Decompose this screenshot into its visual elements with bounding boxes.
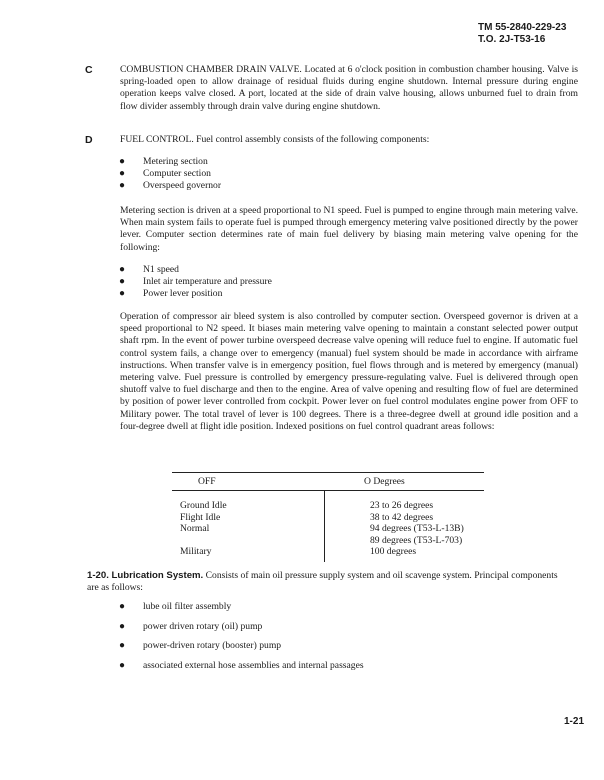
to-number: T.O. 2J-T53-16 — [478, 34, 546, 45]
table-cell: 89 degrees (T53-L-703) — [370, 534, 463, 546]
bullet-icon: ● — [119, 620, 126, 632]
table-cell: Military — [180, 546, 212, 558]
fuel-control-intro: FUEL CONTROL. Fuel control assembly consists of the following components: — [120, 134, 430, 145]
paragraph-letter-d: D — [85, 134, 93, 146]
table-cell: 94 degrees (T53-L-13B) — [370, 523, 464, 535]
list-item: ● Overspeed governor — [119, 180, 222, 192]
fuel-quadrant-table — [172, 472, 484, 562]
table-cell: Flight Idle — [180, 511, 221, 523]
bullet-icon: ● — [119, 180, 126, 192]
list-item: ● N1 speed — [119, 264, 179, 275]
table-cell: Normal — [180, 523, 210, 535]
document-header — [478, 22, 566, 46]
table-cell: 23 to 26 degrees — [370, 500, 434, 511]
table-cell: Ground Idle — [180, 500, 227, 511]
table-top-rule — [172, 472, 484, 473]
table-header-position: OFF — [198, 476, 216, 487]
table-header-degrees: O Degrees — [364, 476, 405, 487]
bullet-icon: ● — [119, 288, 126, 300]
bullet-icon: ● — [119, 156, 126, 167]
table-cell: 38 to 42 degrees — [370, 511, 434, 523]
fuel-control-components-list — [119, 156, 221, 193]
list-item: ● Computer section — [119, 168, 211, 180]
degrees-column — [370, 500, 464, 558]
table-column-divider — [324, 490, 325, 562]
bullet-icon: ● — [119, 660, 126, 672]
section-heading: 1-20. Lubrication System. — [87, 570, 204, 581]
computer-factors-list — [119, 264, 272, 301]
lubrication-paragraph — [87, 570, 567, 594]
list-item: ● Metering section — [119, 156, 208, 167]
metering-section-paragraph: Metering section is driven at a speed proportional to N1 speed. Fuel is pumped to engine through main metering valve. When main system fails to operate fuel is pumped through emergency metering valve positioned directly by the power lever. Computer section determines rate of main fuel delivery by biasing main metering valve opening for the following: — [120, 205, 578, 253]
tm-number: TM 55-2840-229-23 — [478, 22, 567, 33]
list-item: ● lube oil filter assembly — [119, 601, 232, 612]
lubrication-text: Consists of main oil pressure supply system and oil scavenge system. Principal components are as follows: — [87, 570, 558, 594]
drain-valve-paragraph: COMBUSTION CHAMBER DRAIN VALVE. Located at 6 o'clock position in combustion chamber housing. Valve is spring-loaded open to allow drainage of residual fluids during engine shutdown. Internal pressure during engine operation keeps valve closed. A port, located at the side of drain valve housing, allows unburned fuel to drain from flow divider assembly through drain valve during engine shutdown. — [120, 64, 578, 112]
bullet-icon: ● — [119, 264, 126, 275]
bullet-icon: ● — [119, 640, 126, 652]
list-item: ● power-driven rotary (booster) pump — [119, 640, 282, 652]
bullet-icon: ● — [119, 276, 126, 288]
position-column — [180, 500, 227, 558]
paragraph-letter-c: C — [85, 64, 93, 76]
page-number: 1-21 — [564, 716, 585, 727]
bullet-icon: ● — [119, 168, 126, 180]
table-cell — [180, 535, 227, 547]
bullet-icon: ● — [119, 601, 126, 612]
list-item: ● associated external hose assemblies and internal passages — [119, 660, 364, 672]
table-header-rule — [172, 490, 484, 491]
table-cell: 100 degrees — [370, 546, 417, 558]
lubrication-components-list — [119, 601, 364, 680]
operation-paragraph: Operation of compressor air bleed system is also controlled by computer section. Overspeed governor is driven at a speed proportional to N2 speed. It biases main metering valve opening to maintain a constant selected power output shaft rpm. In the event of power turbine overspeed decrease valve opening will reduce fuel to engine. If automatic fuel control system fails, a change over to emergency (manual) fuel system should be made in accordance with airframe instructions. When transfer valve is in emergency position, fuel flows through and is metered by emergency (manual) metering valve. Fuel pressure is controlled by emergency pressure-regulating valve. Fuel is delivered through open shutoff valve to fuel discharge and then to the engine. Area of valve opening and resulting flow of fuel are determined by position of power lever controlled from cockpit. Power lever on fuel control modulates engine power from OFF to Military power. The total travel of lever is 100 degrees. There is a three-degree dwell at ground idle position and a four-degree dwell at flight idle position. Indexed positions on fuel control quadrant areas follows: — [120, 311, 578, 432]
list-item: ● power driven rotary (oil) pump — [119, 620, 263, 632]
list-item: ● Power lever position — [119, 288, 223, 300]
list-item: ● Inlet air temperature and pressure — [119, 276, 272, 288]
